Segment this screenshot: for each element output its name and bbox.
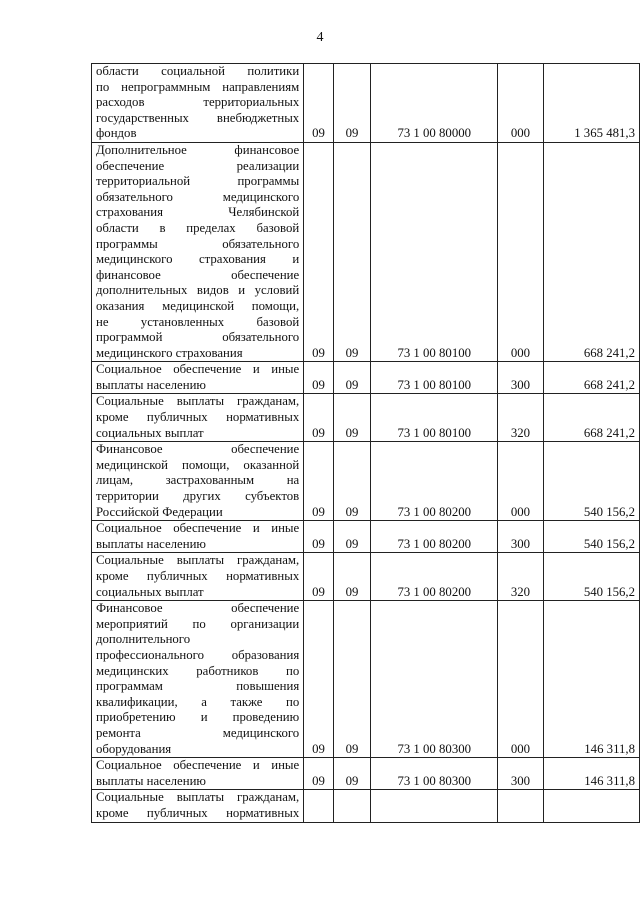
description-line: дополнительных видов и условий (96, 283, 300, 298)
expense-type-code: 000 (498, 64, 543, 143)
expense-type-code (498, 790, 543, 822)
row-description (92, 790, 304, 822)
row-description (92, 142, 304, 361)
description-line: выплаты населению (96, 773, 206, 788)
expense-type-code: 300 (498, 362, 543, 394)
description-line: мероприятий по организации (96, 616, 300, 631)
section-code: 09 (304, 362, 334, 394)
description-line: медицинских работников по (96, 663, 300, 678)
amount-value: 146 311,8 (543, 758, 639, 790)
row-description (92, 553, 304, 601)
target-article-code: 73 1 00 80100 (371, 362, 498, 394)
description-line: социальных выплат (96, 584, 204, 599)
description-line: медицинского страхования (96, 345, 243, 360)
amount-value: 540 156,2 (543, 442, 639, 521)
subsection-code: 09 (333, 601, 370, 758)
description-line: оказания медицинской помощи, (96, 298, 300, 313)
table-row (92, 64, 640, 143)
description-line: страхования Челябинской (96, 205, 300, 220)
amount-value: 668 241,2 (543, 362, 639, 394)
description-line: расходов территориальных (96, 95, 300, 110)
table-row (92, 758, 640, 790)
expense-type-code: 000 (498, 601, 543, 758)
section-code: 09 (304, 601, 334, 758)
description-line: Финансовое обеспечение (96, 601, 300, 616)
amount-value: 540 156,2 (543, 521, 639, 553)
description-line: Социальные выплаты гражданам, (96, 790, 300, 805)
section-code: 09 (304, 142, 334, 361)
section-code: 09 (304, 758, 334, 790)
expense-type-code: 300 (498, 521, 543, 553)
description-line: кроме публичных нормативных (96, 569, 300, 583)
section-code: 09 (304, 394, 334, 442)
amount-value: 668 241,2 (543, 394, 639, 442)
table-row (92, 142, 640, 361)
description-line: не установленных базовой (96, 314, 300, 329)
target-article-code: 73 1 00 80300 (371, 601, 498, 758)
amount-value: 1 365 481,3 (543, 64, 639, 143)
description-line: профессионального образования (96, 647, 300, 662)
expense-type-code: 320 (498, 553, 543, 601)
description-line: кроме публичных нормативных (96, 805, 300, 820)
subsection-code: 09 (333, 758, 370, 790)
row-description (92, 521, 304, 553)
section-code: 09 (304, 553, 334, 601)
table-row (92, 362, 640, 394)
section-code: 09 (304, 64, 334, 143)
description-line: области социальной политики (96, 64, 300, 78)
description-line: социальных выплат (96, 425, 204, 440)
subsection-code: 09 (333, 142, 370, 361)
description-line: по непрограммным направлениям (96, 79, 300, 94)
description-line: Российской Федерации (96, 504, 223, 519)
description-line: государственных внебюджетных (96, 110, 300, 125)
description-line: Социальное обеспечение и иные (96, 362, 300, 377)
target-article-code: 73 1 00 80200 (371, 521, 498, 553)
description-line: медицинского страхования и (96, 252, 300, 267)
description-line: обеспечение реализации (96, 158, 300, 173)
subsection-code: 09 (333, 394, 370, 442)
budget-table (91, 63, 640, 823)
description-line: фондов (96, 126, 137, 141)
amount-value: 668 241,2 (543, 142, 639, 361)
row-description (92, 601, 304, 758)
description-line: медицинской помощи, оказанной (96, 457, 300, 472)
expense-type-code: 300 (498, 758, 543, 790)
expense-type-code: 000 (498, 142, 543, 361)
description-line: кроме публичных нормативных (96, 410, 300, 425)
target-article-code: 73 1 00 80300 (371, 758, 498, 790)
subsection-code (333, 790, 370, 822)
table-row (92, 553, 640, 601)
table-row (92, 601, 640, 758)
table-row (92, 521, 640, 553)
description-line: Финансовое обеспечение (96, 442, 300, 457)
subsection-code: 09 (333, 64, 370, 143)
subsection-code: 09 (333, 521, 370, 553)
row-description (92, 362, 304, 394)
section-code: 09 (304, 521, 334, 553)
subsection-code: 09 (333, 362, 370, 394)
description-line: обязательного медицинского (96, 189, 300, 204)
amount-value: 540 156,2 (543, 553, 639, 601)
row-description (92, 394, 304, 442)
description-line: программой обязательного (96, 330, 300, 345)
description-line: Социальное обеспечение и иные (96, 521, 300, 536)
subsection-code: 09 (333, 553, 370, 601)
amount-value: 146 311,8 (543, 601, 639, 758)
description-line: ремонта медицинского (96, 725, 300, 740)
expense-type-code: 320 (498, 394, 543, 442)
description-line: выплаты населению (96, 377, 206, 392)
row-description (92, 442, 304, 521)
expense-type-code: 000 (498, 442, 543, 521)
target-article-code (371, 790, 498, 822)
subsection-code: 09 (333, 442, 370, 521)
target-article-code: 73 1 00 80000 (371, 64, 498, 143)
description-line: финансовое обеспечение (96, 267, 300, 282)
section-code: 09 (304, 442, 334, 521)
description-line: дополнительного (96, 632, 191, 647)
description-line: Социальное обеспечение и иные (96, 758, 300, 773)
description-line: лицам, застрахованным на (96, 473, 300, 488)
table-row (92, 394, 640, 442)
target-article-code: 73 1 00 80100 (371, 142, 498, 361)
amount-value (543, 790, 639, 822)
description-line: области в пределах базовой (96, 220, 300, 235)
description-line: Социальные выплаты гражданам, (96, 553, 300, 568)
target-article-code: 73 1 00 80200 (371, 553, 498, 601)
target-article-code: 73 1 00 80200 (371, 442, 498, 521)
description-line: территории других субъектов (96, 489, 300, 504)
description-line: Дополнительное финансовое (96, 142, 300, 157)
description-line: территориальной программы (96, 174, 300, 189)
description-line: выплаты населению (96, 536, 206, 551)
table-row (92, 442, 640, 521)
row-description (92, 64, 304, 143)
row-description (92, 758, 304, 790)
target-article-code: 73 1 00 80100 (371, 394, 498, 442)
description-line: квалификации, а также по (96, 694, 300, 709)
table-row (92, 790, 640, 822)
description-line: оборудования (96, 741, 172, 756)
section-code (304, 790, 334, 822)
description-line: приобретению и проведению (96, 710, 300, 725)
description-line: программы обязательного (96, 236, 300, 251)
description-line: Социальные выплаты гражданам, (96, 394, 300, 409)
description-line: программам повышения (96, 679, 300, 694)
page-number: 4 (316, 30, 324, 45)
